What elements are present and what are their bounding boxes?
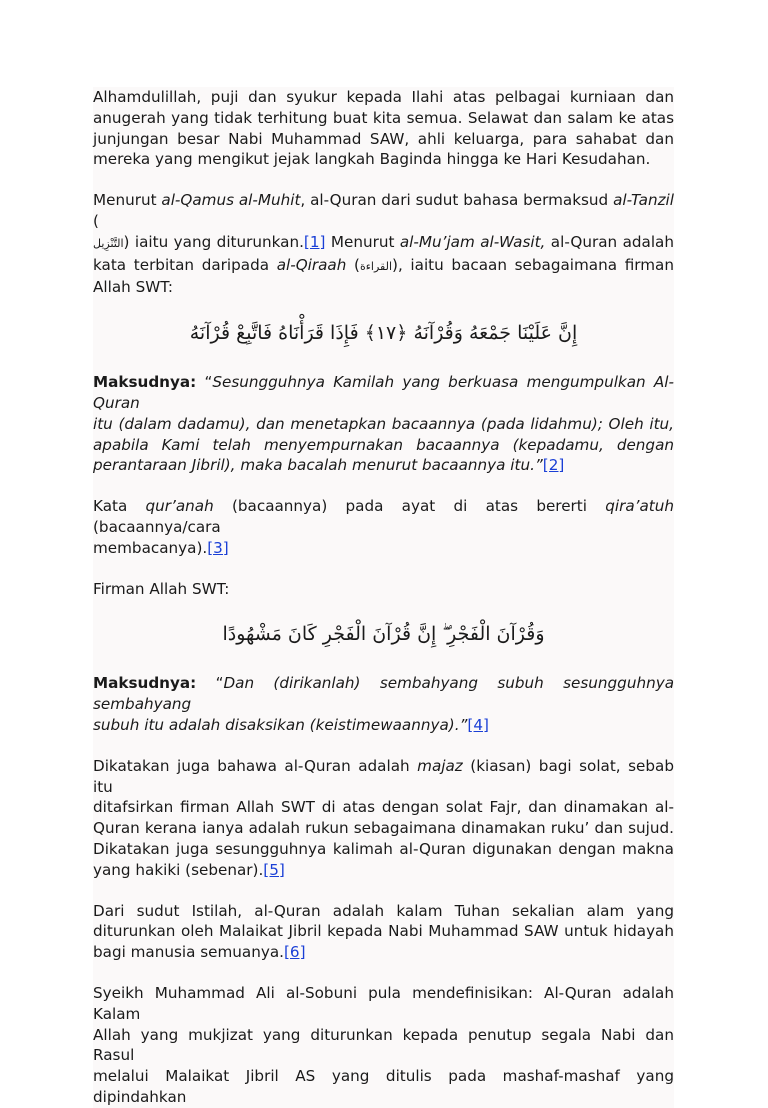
text-fragment: Kata xyxy=(93,497,146,516)
text-line: Quran kerana ianya adalah rukun sebagaimana dinamakan ruku’ dan sujud. xyxy=(93,819,674,838)
italic-text: itu (dalam dadamu), dan menetapkan bacaannya (pada lidahmu); Oleh itu, xyxy=(93,414,674,433)
text-line xyxy=(93,496,674,538)
arabic-term: القراءة xyxy=(359,259,393,273)
text-line: Allah SWT: xyxy=(93,278,173,297)
text-fragment: Dikatakan juga bahawa al-Quran adalah xyxy=(93,756,418,775)
text-line xyxy=(93,538,674,559)
text-fragment: al-Quran adalah xyxy=(545,232,674,251)
text-fragment: Menurut xyxy=(93,191,162,210)
footnote-link-5[interactable]: [5] xyxy=(263,860,285,879)
italic-term: qira’atuh xyxy=(605,497,674,516)
footnote-link-2[interactable]: [2] xyxy=(542,456,565,475)
text-line xyxy=(93,435,674,456)
text-line xyxy=(93,673,674,715)
paragraph-istilah xyxy=(93,901,674,963)
text-fragment: Menurut xyxy=(325,232,400,251)
footnote-link-1[interactable]: [1] xyxy=(303,232,326,251)
text-fragment: membacanya). xyxy=(93,538,208,557)
italic-term: al-Qiraah xyxy=(276,255,347,274)
italic-text: Sesungguhnya Kamilah yang berkuasa mengumpulkan Al-Quran xyxy=(93,373,674,412)
italic-text: apabila Kami telah menyempurnakan bacaannya (kepadamu, dengan xyxy=(93,435,674,454)
text-line: Syeikh Muhammad Ali al-Sobuni pula mendefinisikan: Al-Quran adalah Kalam xyxy=(93,983,674,1023)
italic-term: al-Tanzil xyxy=(613,191,674,210)
text-line: melalui Malaikat Jibril AS yang ditulis pada mashaf-mashaf yang dipindahkan xyxy=(93,1067,674,1106)
text-line xyxy=(93,255,674,278)
text-fragment: kata terbitan daripada xyxy=(93,255,277,274)
italic-text: subuh itu adalah disaksikan (keistimewaannya).” xyxy=(93,715,468,734)
quran-verse-1: إِنَّ عَلَيْنَا جَمْعَهُ وَقُرْآنَهُ ﴿١٧﴾ فَإِذَا قَرَأْنَاهُ فَاتَّبِعْ قُرْآنَهُ xyxy=(189,322,578,345)
text-line: anugerah yang tidak terhitung buat kita semua. Selawat dan salam ke atas xyxy=(93,108,674,127)
footnote-link-6[interactable]: [6] xyxy=(284,943,306,962)
text-fragment: ( xyxy=(93,211,99,230)
text-line xyxy=(93,860,674,881)
text-fragment: (kiasan) bagi solat, sebab itu xyxy=(93,756,674,796)
italic-text: Dan (dirikanlah) sembahyang subuh sesungguhnya sembahyang xyxy=(93,674,674,714)
paragraph-firman xyxy=(93,579,674,600)
text-line: Dari sudut Istilah, al-Quran adalah kalam Tuhan sekalian alam yang xyxy=(93,901,674,920)
text-fragment: , al-Quran dari sudut bahasa bermaksud xyxy=(300,191,614,210)
text-line: mereka yang mengikut jejak langkah Baginda hingga ke Hari Kesudahan. xyxy=(93,150,651,169)
text-fragment: (bacaannya/cara xyxy=(93,517,221,536)
maksudnya-label: Maksudnya: xyxy=(93,674,197,693)
text-line: junjungan besar Nabi Muhammad SAW, ahli keluarga, para sahabat dan xyxy=(93,129,674,148)
text-line xyxy=(93,190,674,232)
text-line: Dikatakan juga sesungguhnya kalimah al-Quran digunakan dengan makna xyxy=(93,839,674,858)
footnote-link-3[interactable]: [3] xyxy=(207,538,229,557)
quran-verse-2: وَقُرْآنَ الْفَجْرِ ۖ إِنَّ قُرْآنَ الْفَجْرِ كَانَ مَشْهُودًا xyxy=(222,623,545,646)
text-line xyxy=(93,414,674,435)
maksudnya-label: Maksudnya: xyxy=(93,373,197,392)
paragraph-majaz xyxy=(93,756,674,881)
text-line xyxy=(93,372,674,414)
text-fragment: “ xyxy=(196,373,213,392)
paragraph-translation-2 xyxy=(93,673,674,735)
italic-term: majaz xyxy=(417,756,463,775)
text-fragment: bagi manusia semuanya. xyxy=(93,943,284,962)
paragraph-sobuni xyxy=(93,983,674,1108)
text-line: ditafsirkan firman Allah SWT di atas dengan solat Fajr, dan dinamakan al- xyxy=(93,798,674,817)
footnote-link-4[interactable]: [4] xyxy=(467,715,489,734)
text-line: Alhamdulillah, puji dan syukur kepada Ilahi atas pelbagai kurniaan dan xyxy=(93,88,674,106)
italic-term: qur’anah xyxy=(145,497,214,516)
article-body xyxy=(93,87,674,1108)
arabic-term: التَّنْزِيل xyxy=(93,236,124,250)
paragraph-definition xyxy=(93,190,674,298)
text-fragment: ) iaitu yang diturunkan. xyxy=(123,232,304,251)
text-fragment: (bacaannya) pada ayat di atas bererti xyxy=(213,497,606,516)
text-line: Firman Allah SWT: xyxy=(93,579,230,598)
text-fragment: ), iaitu bacaan sebagaimana firman xyxy=(392,255,674,274)
text-line xyxy=(93,455,674,476)
text-fragment: “ xyxy=(196,674,224,693)
text-line: diturunkan oleh Malaikat Jibril kepada Nabi Muhammad SAW untuk hidayah xyxy=(93,922,674,941)
paragraph-quranah xyxy=(93,496,674,558)
italic-term: al-Mu’jam al-Wasit, xyxy=(399,232,546,251)
text-line xyxy=(93,232,674,255)
italic-term: al-Qamus al-Muhit xyxy=(161,191,301,210)
text-line xyxy=(93,756,674,798)
text-line xyxy=(93,715,674,736)
paragraph-intro xyxy=(93,87,674,170)
italic-text: perantaraan Jibril), maka bacalah menurut bacaannya itu.” xyxy=(93,456,543,475)
text-fragment: ( xyxy=(346,255,360,274)
text-line xyxy=(93,942,674,963)
text-fragment: yang hakiki (sebenar). xyxy=(93,860,264,879)
text-line: Allah yang mukjizat yang diturunkan kepada penutup segala Nabi dan Rasul xyxy=(93,1025,674,1065)
paragraph-translation-1 xyxy=(93,372,674,476)
